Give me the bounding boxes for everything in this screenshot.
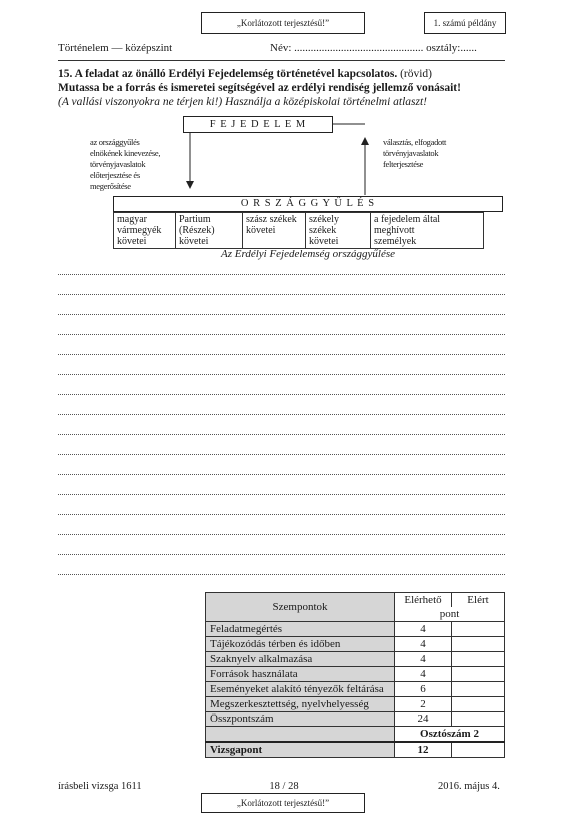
max-points: 2 xyxy=(395,697,452,712)
right-note xyxy=(383,137,483,170)
max-points: 6 xyxy=(395,682,452,697)
right-note-line: felterjesztése xyxy=(383,159,424,169)
criteria-header: Szempontok xyxy=(206,593,395,622)
left-note xyxy=(90,137,180,192)
table-row xyxy=(206,667,505,682)
cell-line: követei xyxy=(309,236,339,247)
max-header: Elérhető xyxy=(395,593,452,608)
cell-line: követei xyxy=(117,236,147,247)
max-points: 4 xyxy=(395,637,452,652)
earned-points-field[interactable] xyxy=(452,682,505,697)
subject-label: Történelem — középszint xyxy=(58,42,173,54)
answer-line[interactable] xyxy=(58,494,505,495)
member-cell-szekely xyxy=(306,213,371,249)
cell-line: (Részek) xyxy=(179,225,215,236)
restricted-distribution-box: „Korlátozott terjesztésű!” xyxy=(201,12,365,34)
copy-number-box: 1. számú példány xyxy=(424,12,506,34)
divisor-spacer xyxy=(206,727,395,743)
earned-points-field[interactable] xyxy=(452,622,505,637)
table-row xyxy=(206,637,505,652)
answer-line[interactable] xyxy=(58,454,505,455)
total-max: 24 xyxy=(395,712,452,727)
table-row xyxy=(206,697,505,712)
cell-line: meghívott xyxy=(374,225,415,236)
task-instruction: Mutassa be a forrás és ismeretei segítségével az erdélyi rendiség jellemző vonásait! xyxy=(58,82,461,94)
assembly-box: O R S Z Á G G Y Ű L É S xyxy=(113,196,503,212)
exam-code: írásbeli vizsga 1611 xyxy=(58,781,142,792)
left-note-line: elnökének kinevezése, xyxy=(90,148,161,158)
divisor-label: Osztószám 2 xyxy=(420,728,479,740)
right-note-line: választás, elfogadott xyxy=(383,137,447,147)
max-points: 4 xyxy=(395,652,452,667)
down-arrow-head xyxy=(186,181,194,189)
final-label: Vizsgapont xyxy=(206,742,395,758)
unit-header: pont xyxy=(395,607,505,622)
answer-line[interactable] xyxy=(58,574,505,575)
cell-line: vármegyék xyxy=(117,225,162,236)
cell-line: szász székek xyxy=(246,214,297,225)
restricted-distribution-box-bottom: „Korlátozott terjesztésű!” xyxy=(201,793,365,813)
cell-line: követei xyxy=(246,225,276,236)
cell-line: székely xyxy=(309,214,339,225)
criteria-label: Tájékozódás térben és időben xyxy=(206,637,395,652)
member-cell-partium xyxy=(176,213,243,249)
name-label: Név: xyxy=(270,42,292,54)
total-label: Összpontszám xyxy=(206,712,395,727)
exam-date: 2016. május 4. xyxy=(438,781,500,792)
answer-line[interactable] xyxy=(58,354,505,355)
task-title: 15. A feladat az önálló Erdélyi Fejedelemség történetével kapcsolatos. xyxy=(58,68,398,80)
prince-box: F E J E D E L E M xyxy=(183,116,333,133)
earned-points-field[interactable] xyxy=(452,652,505,667)
answer-line[interactable] xyxy=(58,434,505,435)
divisor xyxy=(395,727,505,743)
left-note-line: előterjesztése és xyxy=(90,170,140,180)
diagram-caption: Az Erdélyi Fejedelemség országgyűlése xyxy=(220,248,395,260)
name-dots: ............................................... xyxy=(294,42,424,54)
assembly-members-table xyxy=(113,212,484,249)
answer-line[interactable] xyxy=(58,514,505,515)
table-row xyxy=(206,622,505,637)
member-cell-counties xyxy=(114,213,176,249)
max-points: 4 xyxy=(395,622,452,637)
criteria-label: Eseményeket alakító tényezők feltárása xyxy=(206,682,395,697)
table-row xyxy=(206,712,505,727)
table-row xyxy=(206,652,505,667)
answer-line[interactable] xyxy=(58,274,505,275)
earned-points-field[interactable] xyxy=(452,667,505,682)
table-row xyxy=(206,682,505,697)
got-header: Elért xyxy=(452,593,505,608)
cell-line: személyek xyxy=(374,236,417,247)
answer-line[interactable] xyxy=(58,374,505,375)
answer-line[interactable] xyxy=(58,314,505,315)
left-note-line: megerősítése xyxy=(90,181,131,191)
criteria-label: Feladatmegértés xyxy=(206,622,395,637)
up-arrow-head xyxy=(361,137,369,145)
cell-line: a fejedelem által xyxy=(374,214,441,225)
left-note-line: az országgyűlés xyxy=(90,137,140,147)
score-table xyxy=(205,592,505,758)
total-earned-field[interactable] xyxy=(452,712,505,727)
earned-points-field[interactable] xyxy=(452,697,505,712)
cell-line: követei xyxy=(179,236,209,247)
earned-points-field[interactable] xyxy=(452,637,505,652)
right-note-line: törvényjavaslatok xyxy=(383,148,439,158)
cell-line: székek xyxy=(309,225,337,236)
criteria-label: Szaknyelv alkalmazása xyxy=(206,652,395,667)
answer-line[interactable] xyxy=(58,294,505,295)
class-label: osztály:...... xyxy=(426,42,477,54)
member-cell-saxon xyxy=(243,213,306,249)
member-cell-invited xyxy=(371,213,484,249)
answer-line[interactable] xyxy=(58,394,505,395)
cell-line: Partium xyxy=(179,214,211,225)
answer-line[interactable] xyxy=(58,534,505,535)
page-number: 18 / 28 xyxy=(269,781,299,792)
max-points: 4 xyxy=(395,667,452,682)
answer-line[interactable] xyxy=(58,334,505,335)
cell-line: magyar xyxy=(117,214,147,225)
answer-line[interactable] xyxy=(58,554,505,555)
criteria-label: Megszerkesztettség, nyelvhelyesség xyxy=(206,697,395,712)
task-note: (A vallási viszonyokra ne térjen ki!) Használja a középiskolai történelmi atlaszt! xyxy=(58,96,428,108)
answer-line[interactable] xyxy=(58,474,505,475)
final-max: 12 xyxy=(395,742,452,758)
task-type: (rövid) xyxy=(397,68,433,80)
final-earned-field[interactable] xyxy=(452,742,505,758)
criteria-label: Források használata xyxy=(206,667,395,682)
answer-line[interactable] xyxy=(58,414,505,415)
left-note-line: törvényjavaslatok xyxy=(90,159,146,169)
